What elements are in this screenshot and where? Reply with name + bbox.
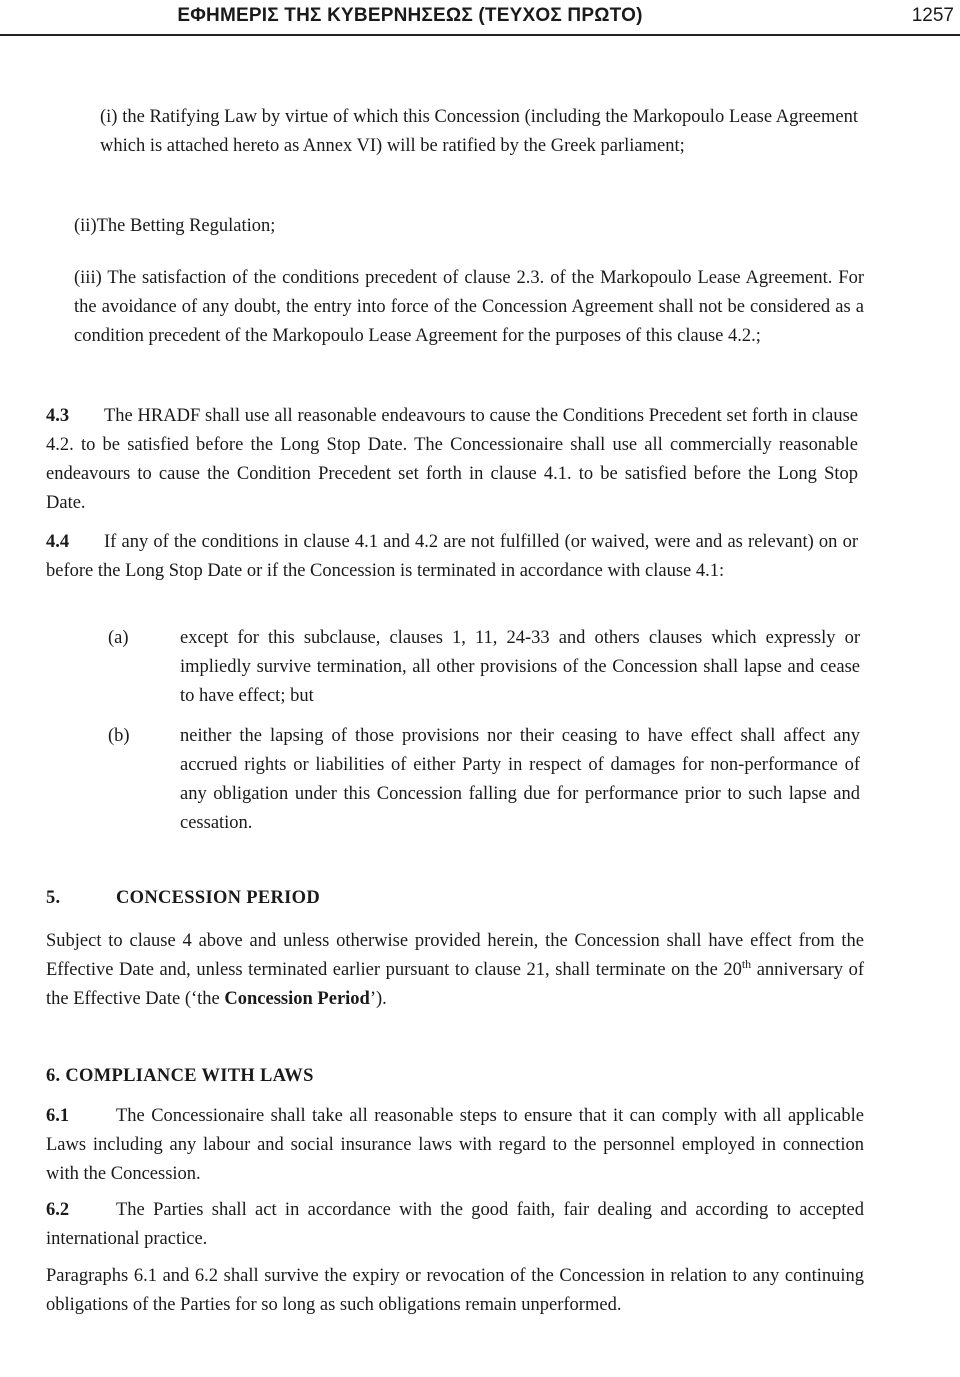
condition-item-iii (74, 264, 864, 351)
survival-paragraph: Paragraphs 6.1 and 6.2 shall survive the expiry or revocation of the Concession in relation to any continuing obligations of the Parties for so long as such obligations remain unperformed. (46, 1266, 864, 1315)
clause-6-1-text: The Concessionaire shall take all reasonable steps to ensure that it can comply with all applicable Laws including any labour and social insurance laws with regard to the personnel employed in connection with the Concession. (46, 1106, 864, 1184)
subclause-label-b: (b) (108, 726, 130, 746)
section-6-heading: 6. COMPLIANCE WITH LAWS (46, 1066, 314, 1086)
section-5-text-part: Subject to clause 4 above and unless otherwise provided herein, the Concession shall have effect from the Effective Date and, unless terminated earlier pursuant to clause 21, shall terminate on the 20 (46, 931, 864, 980)
clause-number: 6.2 (46, 1200, 70, 1220)
section-5-text-part: ’). (369, 989, 387, 1009)
condition-item-i: (i) the Ratifying Law by virtue of which this Concession (including the Markopoulo Lease Agreement which is attached hereto as Annex VI) will be ratified by the Greek parliament; (100, 107, 858, 156)
defined-term: Concession Period (224, 989, 370, 1009)
section-number: 5. (46, 888, 61, 908)
clause-6-1 (46, 1102, 864, 1189)
section-5-heading (46, 888, 320, 909)
subclause-b-text: neither the lapsing of those provisions nor their ceasing to have effect shall affect any accrued rights or liabilities of either Party in respect of damages for non-performance of any obligation under this Concession falling due for performance prior to such lapse and cessation. (180, 726, 860, 833)
page-number: 1257 (911, 5, 954, 26)
clause-number: 4.3 (46, 406, 70, 426)
clause-6-2-text: The Parties shall act in accordance with the good faith, fair dealing and according to accepted international practice. (46, 1200, 864, 1249)
clause-4-4 (46, 528, 858, 586)
clause-4-4-text: If any of the conditions in clause 4.1 and 4.2 are not fulfilled (or waived, were and as relevant) on or before the Long Stop Date or if the Concession is terminated in accordance with clause 4.1: (46, 532, 858, 581)
gazette-title: ΕΦΗΜΕΡΙΣ ΤΗΣ ΚΥΒΕΡΝΗΣΕΩΣ (ΤΕΥΧΟΣ ΠΡΩΤΟ) (177, 5, 643, 26)
section-5-text (46, 927, 864, 1014)
subclause-label-a: (a) (108, 628, 129, 648)
clause-number: 6.1 (46, 1106, 70, 1126)
clause-6-2 (46, 1196, 864, 1254)
subclause-a-text: except for this subclause, clauses 1, 11, 24-33 and others clauses which expressly or impliedly survive termination, all other provisions of the Concession shall lapse and cease to have effect; but (180, 628, 860, 706)
section-title: CONCESSION PERIOD (116, 888, 321, 908)
clause-4-3 (46, 402, 858, 518)
condition-item-ii: (ii)The Betting Regulation; (74, 216, 276, 236)
section-5-text-part: anniversary of the Effective Date (‘the (46, 960, 864, 1009)
ordinal-suffix: th (741, 956, 752, 971)
clause-4-3-text: The HRADF shall use all reasonable endeavours to cause the Conditions Precedent set forth in clause 4.2. to be satisfied before the Long Stop Date. The Concessionaire shall use all commercially reasonable endeavours to cause the Condition Precedent set forth in clause 4.1. to be satisfied before the Long Stop Date. (46, 406, 858, 513)
clause-number: 4.4 (46, 532, 70, 552)
condition-item-iii-text: (iii) The satisfaction of the conditions precedent of clause 2.3. of the Markopoulo Lease Agreement. For the avoidance of any doubt, the entry into force of the Concession Agreement shall not be considered as a condition precedent of the Markopoulo Lease Agreement for the purposes of this clause 4.2.; (74, 268, 864, 346)
